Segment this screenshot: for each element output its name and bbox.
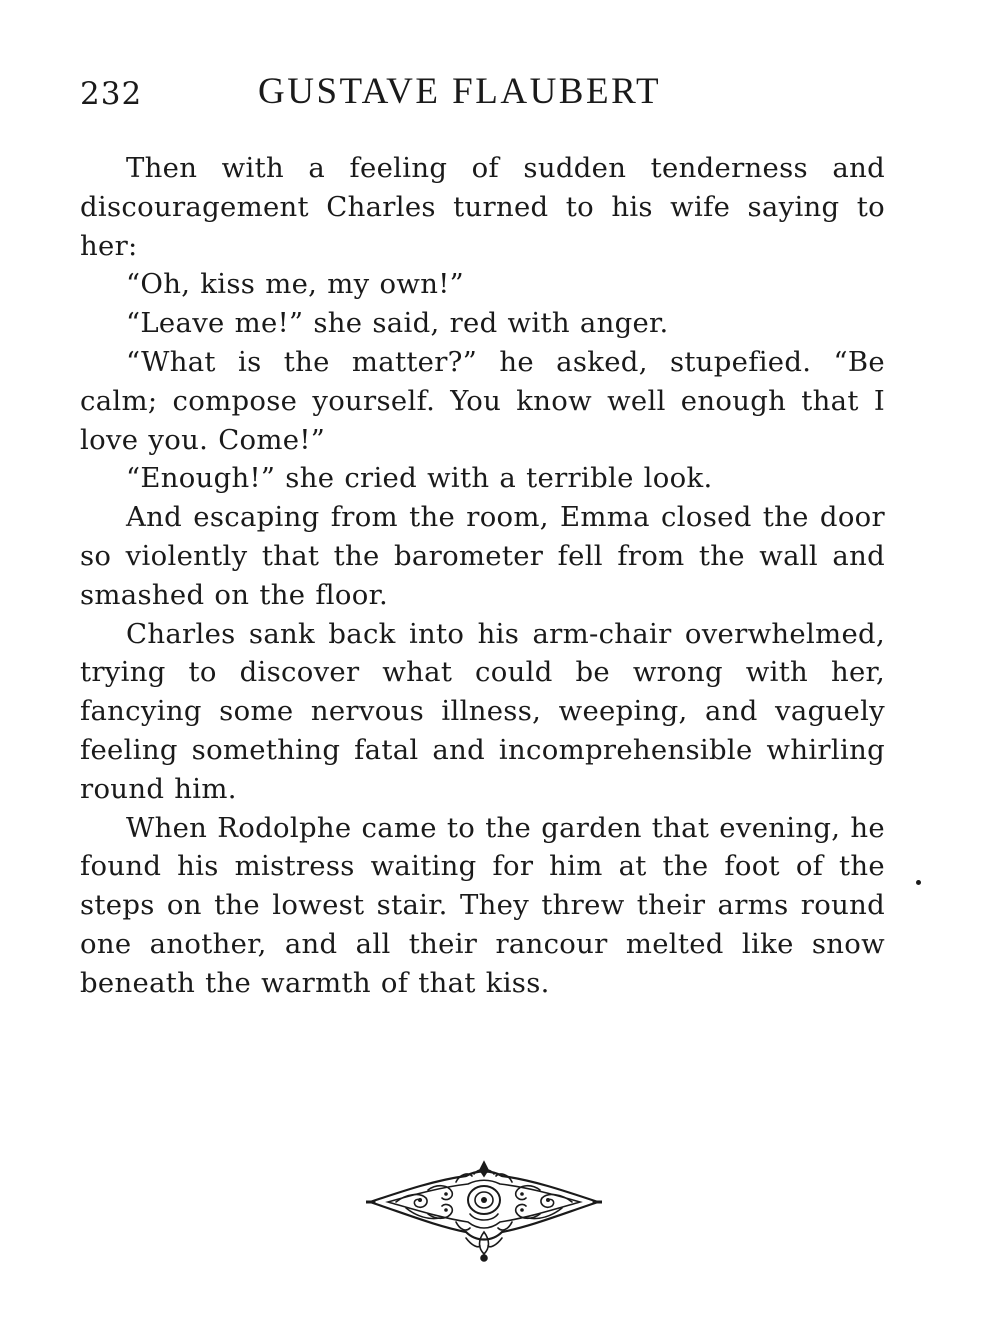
page-header <box>80 66 885 116</box>
running-head: GUSTAVE FLAUBERT <box>258 71 662 112</box>
paragraph: “Enough!” she cried with a terrible look. <box>126 462 713 495</box>
stray-mark <box>916 880 921 885</box>
page-number: 232 <box>80 76 143 112</box>
floral-tailpiece-ornament-icon <box>366 1160 602 1264</box>
paragraph: Charles sank back into his arm-chair overwhelmed, trying to discover what could be wrong with her, fancying some nervous illness, weeping, and vaguely feeling something fatal and incomprehensible whirling round him. <box>80 617 885 805</box>
paragraph: “What is the matter?” he asked, stupefied. “Be calm; compose yourself. You know well enough that I love you. Come!” <box>80 345 885 456</box>
paragraph: “Oh, kiss me, my own!” <box>126 268 464 301</box>
paragraph: “Leave me!” she said, red with anger. <box>126 307 669 340</box>
body-text <box>80 149 885 1003</box>
paragraph: Then with a feeling of sudden tenderness and discouragement Charles turned to his wife saying to her: <box>80 152 885 262</box>
paragraph: When Rodolphe came to the garden that evening, he found his mistress waiting for him at the foot of the steps on the lowest stair. They threw their arms round one another, and all their rancour melted like snow beneath the warmth of that kiss. <box>80 811 885 999</box>
paragraph: And escaping from the room, Emma closed the door so violently that the barometer fell from the wall and smashed on the floor. <box>80 501 885 611</box>
